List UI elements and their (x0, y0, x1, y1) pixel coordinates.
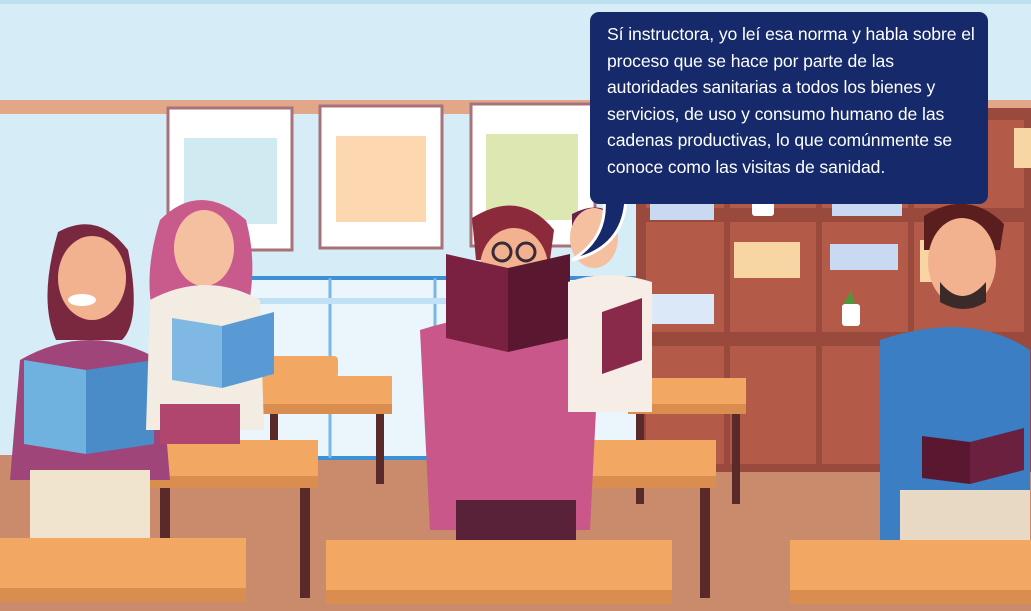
front-desks (0, 538, 1031, 604)
speech-bubble-text: Sí instructora, yo leí esa norma y habla sobre el proceso que se hace por parte de las autoridades sanitarias a todos los bienes y servicios, de uso y consumo humano de las cadenas productivas, lo que comúnmente se conoce como las visitas de sanidad. (607, 24, 975, 177)
speech-bubble (590, 12, 988, 204)
wall-picture-2 (320, 106, 442, 248)
